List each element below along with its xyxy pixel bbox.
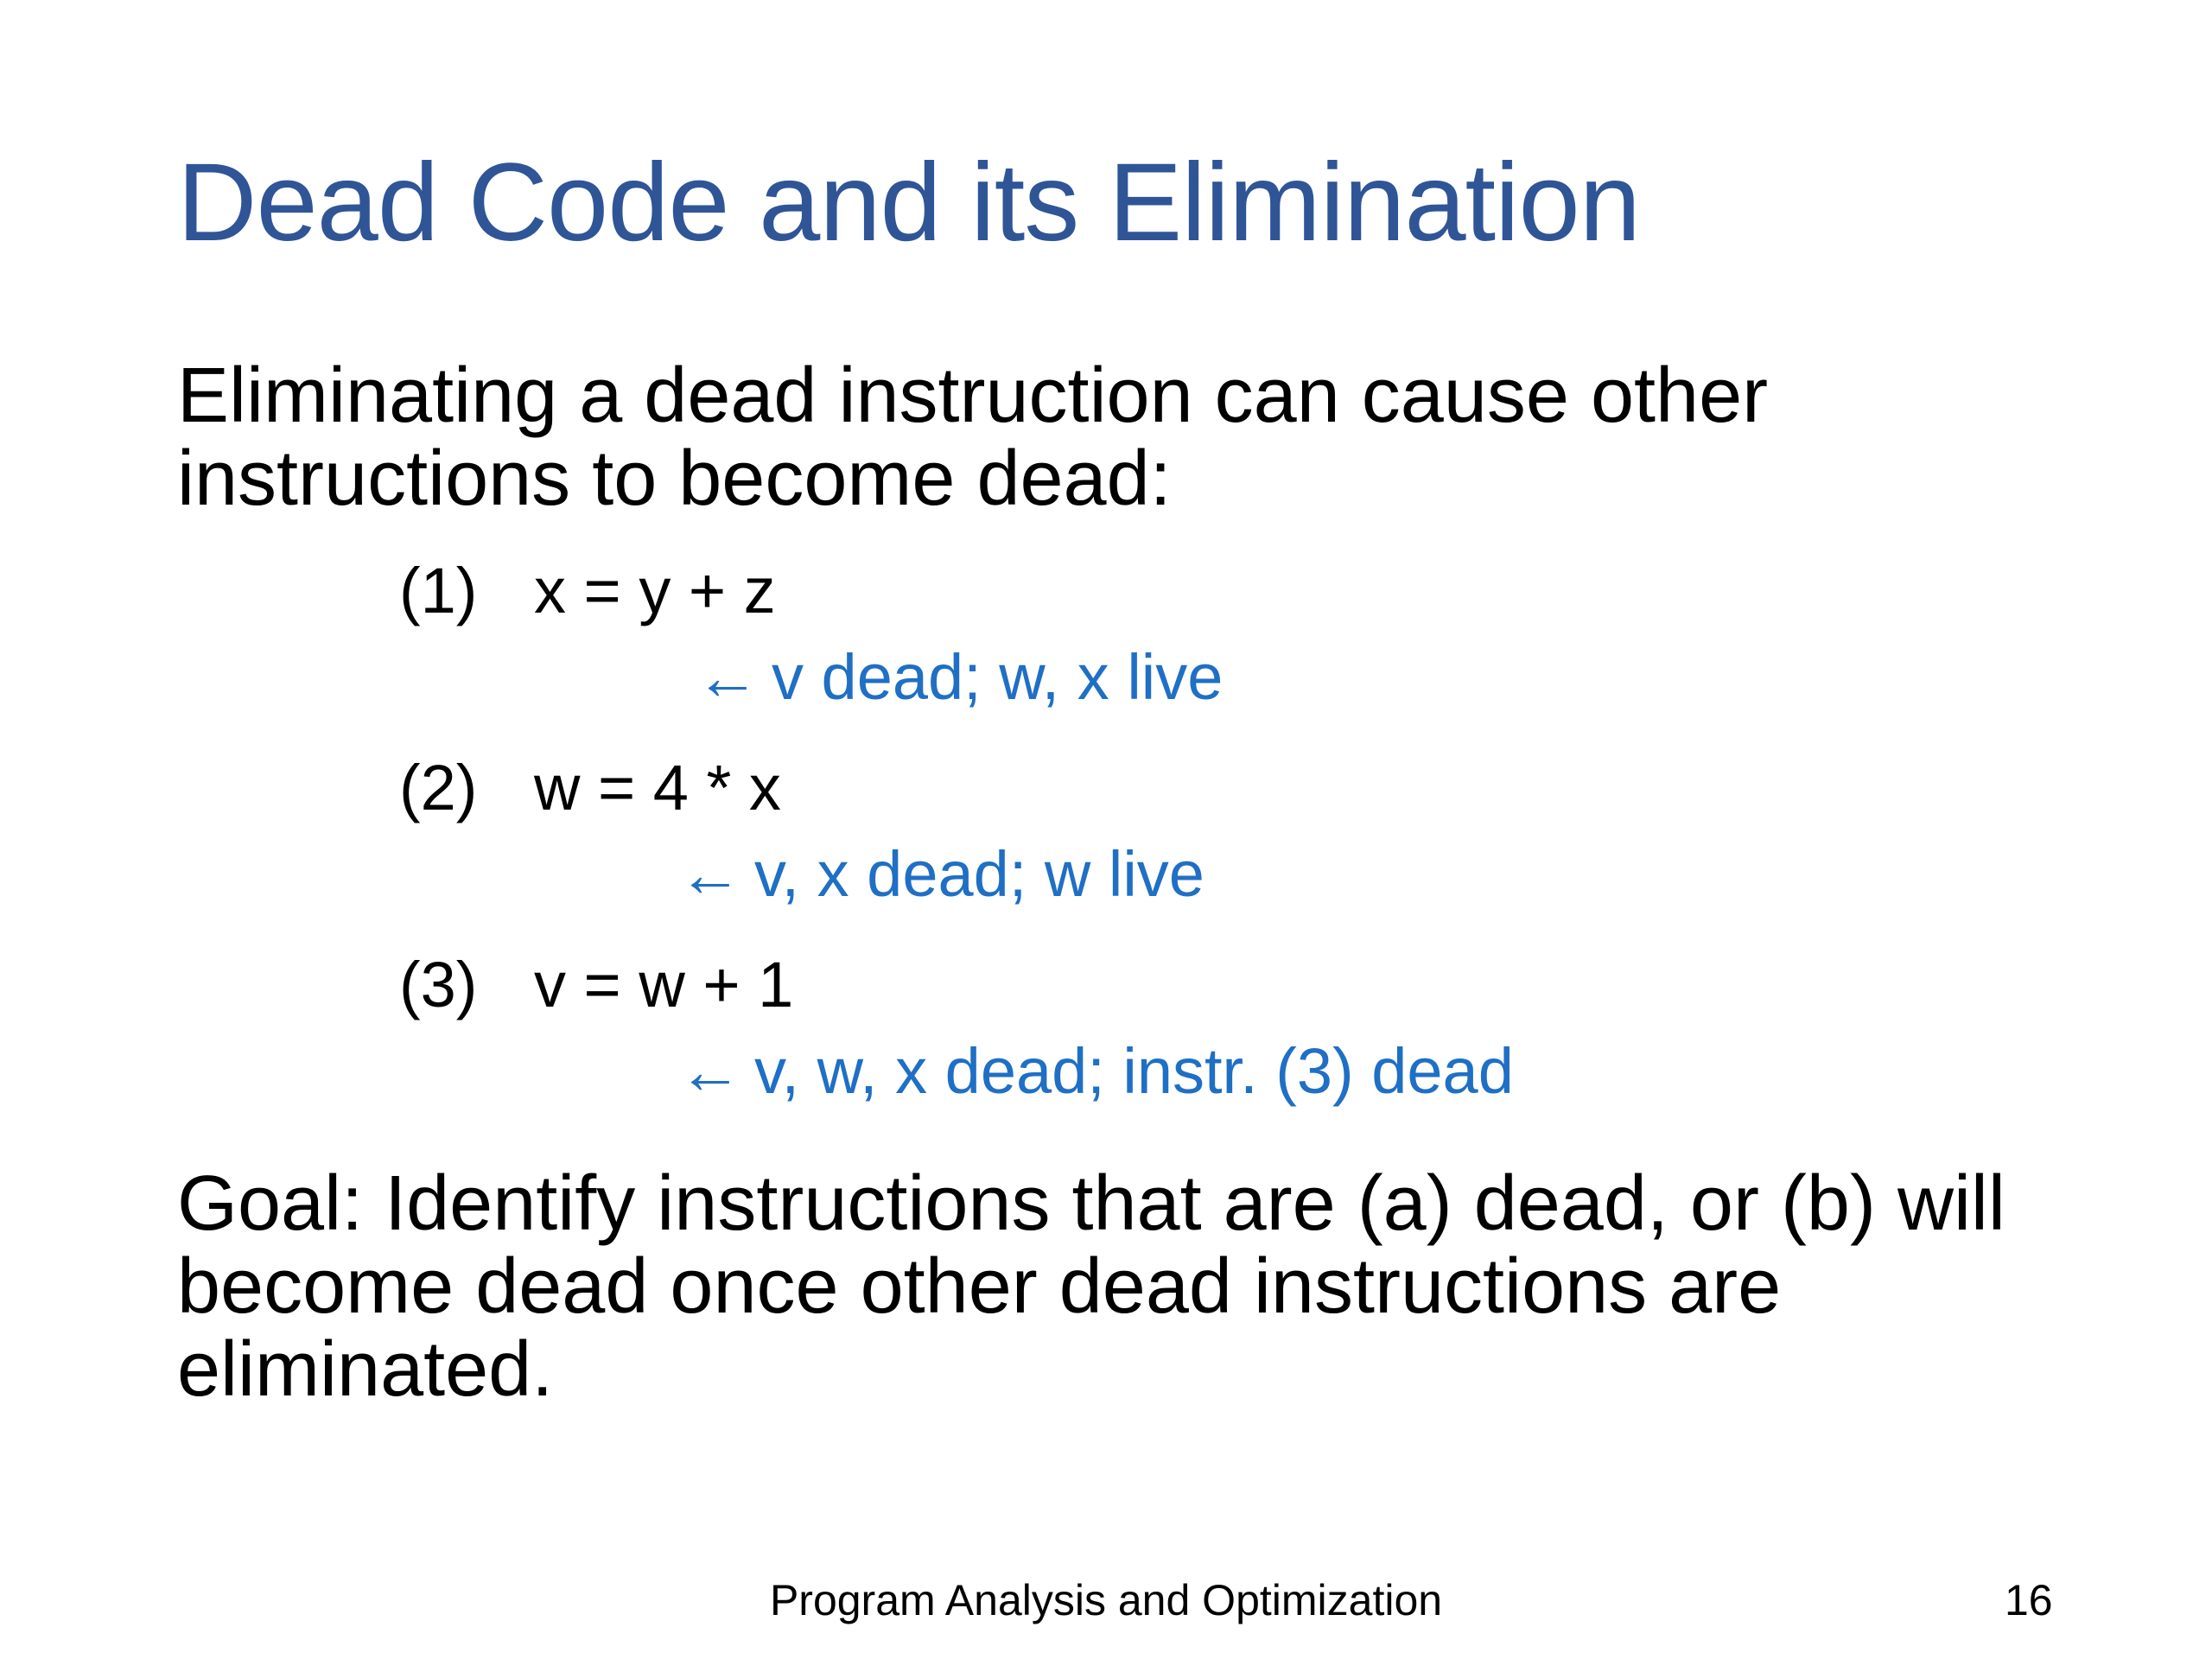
instruction-line-2 xyxy=(0,752,2212,824)
left-arrow-icon: ← xyxy=(696,641,760,713)
instruction-statement: x = y + z xyxy=(534,555,776,626)
liveness-annotation-3 xyxy=(678,1035,1514,1108)
annotation-text: v, w, x dead; instr. (3) dead xyxy=(754,1035,1514,1107)
liveness-annotation-1 xyxy=(696,641,1223,714)
page-number: 16 xyxy=(2005,1576,2053,1624)
footer-text: Program Analysis and Optimization xyxy=(769,1576,1443,1624)
intro-paragraph: Eliminating a dead instruction can cause other instructions to become dead: xyxy=(177,353,1769,522)
instruction-number: (3) xyxy=(399,949,478,1020)
slide-title: Dead Code and its Elimination xyxy=(177,141,1640,264)
instruction-line-1 xyxy=(0,555,2212,627)
instruction-number: (2) xyxy=(399,752,478,823)
annotation-text: v, x dead; w live xyxy=(754,838,1205,910)
goal-paragraph: Goal: Identify instructions that are (a) dead, or (b) will become dead once other dead instructions are eliminated. xyxy=(177,1160,2005,1413)
left-arrow-icon: ← xyxy=(678,1035,742,1107)
instruction-number: (1) xyxy=(399,555,478,626)
left-arrow-icon: ← xyxy=(678,838,742,910)
liveness-annotation-2 xyxy=(678,838,1205,911)
instruction-statement: v = w + 1 xyxy=(534,949,794,1020)
annotation-text: v dead; w, x live xyxy=(772,641,1224,713)
instruction-line-3 xyxy=(0,949,2212,1021)
instruction-statement: w = 4 * x xyxy=(534,752,781,823)
